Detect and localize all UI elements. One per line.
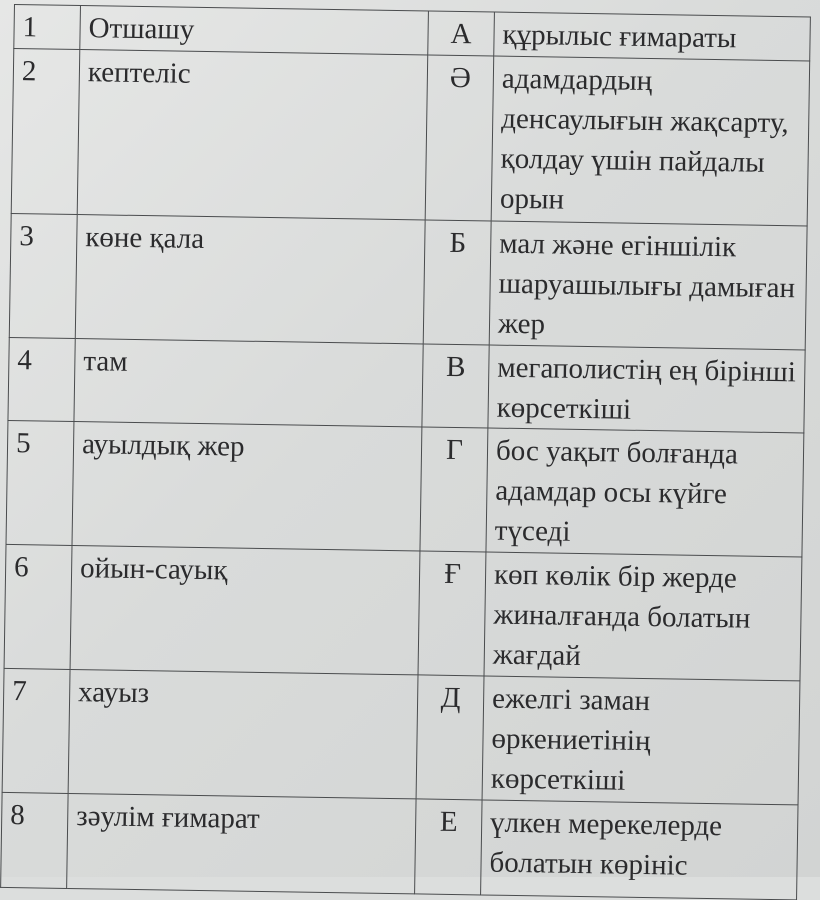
row-number: 8 — [1, 792, 68, 888]
row-definition: көп көлік бір жерде жиналғанда болатын жағдай — [484, 552, 802, 681]
row-definition: ежелгі заман өркениетінің көрсеткіші — [482, 676, 800, 805]
row-definition: мал және егіншілік шаруашылығы дамыған жер — [489, 221, 807, 350]
row-letter: Е — [415, 799, 482, 895]
row-term: ауылдық жер — [72, 421, 422, 550]
row-number: 6 — [4, 544, 72, 669]
row-letter: Ә — [425, 55, 494, 221]
header-definition: құрылыс ғимараты — [494, 12, 811, 61]
table-row — [9, 213, 807, 349]
table-row — [6, 420, 804, 556]
row-letter: Д — [416, 675, 484, 800]
row-letter: Б — [423, 220, 491, 345]
row-definition: мегаполистің ең бірінші көрсеткіші — [488, 345, 805, 433]
row-number: 5 — [6, 420, 74, 545]
table-row — [8, 337, 805, 432]
row-letter: В — [422, 344, 489, 428]
row-letter: Г — [420, 427, 488, 552]
header-letter: А — [428, 11, 495, 56]
row-definition: адамдардың денсаулығын жақсарту, қолдау үшін пайдалы орын — [491, 56, 810, 226]
row-letter: Ғ — [418, 551, 486, 676]
matching-table — [0, 4, 811, 900]
row-number: 3 — [9, 213, 77, 338]
row-term: хауыз — [68, 669, 418, 798]
row-definition: бос уақыт болғанда адамдар осы күйге түседі — [486, 428, 804, 557]
table-row — [11, 49, 809, 226]
header-number: 1 — [14, 5, 81, 50]
row-number: 2 — [11, 49, 80, 215]
row-number: 4 — [8, 337, 75, 421]
row-term: ойын-сауық — [70, 545, 420, 674]
row-number: 7 — [2, 668, 70, 793]
row-term: кептеліс — [77, 50, 428, 220]
row-term: зәулім ғимарат — [67, 793, 416, 893]
row-definition: үлкен мерекелерде болатын көрініс — [481, 800, 798, 900]
header-term: Отшашу — [80, 6, 429, 55]
table-row — [2, 668, 800, 804]
table-row — [4, 544, 802, 680]
row-term: там — [74, 339, 423, 427]
table-row — [1, 792, 798, 899]
row-term: көне қала — [75, 215, 425, 344]
